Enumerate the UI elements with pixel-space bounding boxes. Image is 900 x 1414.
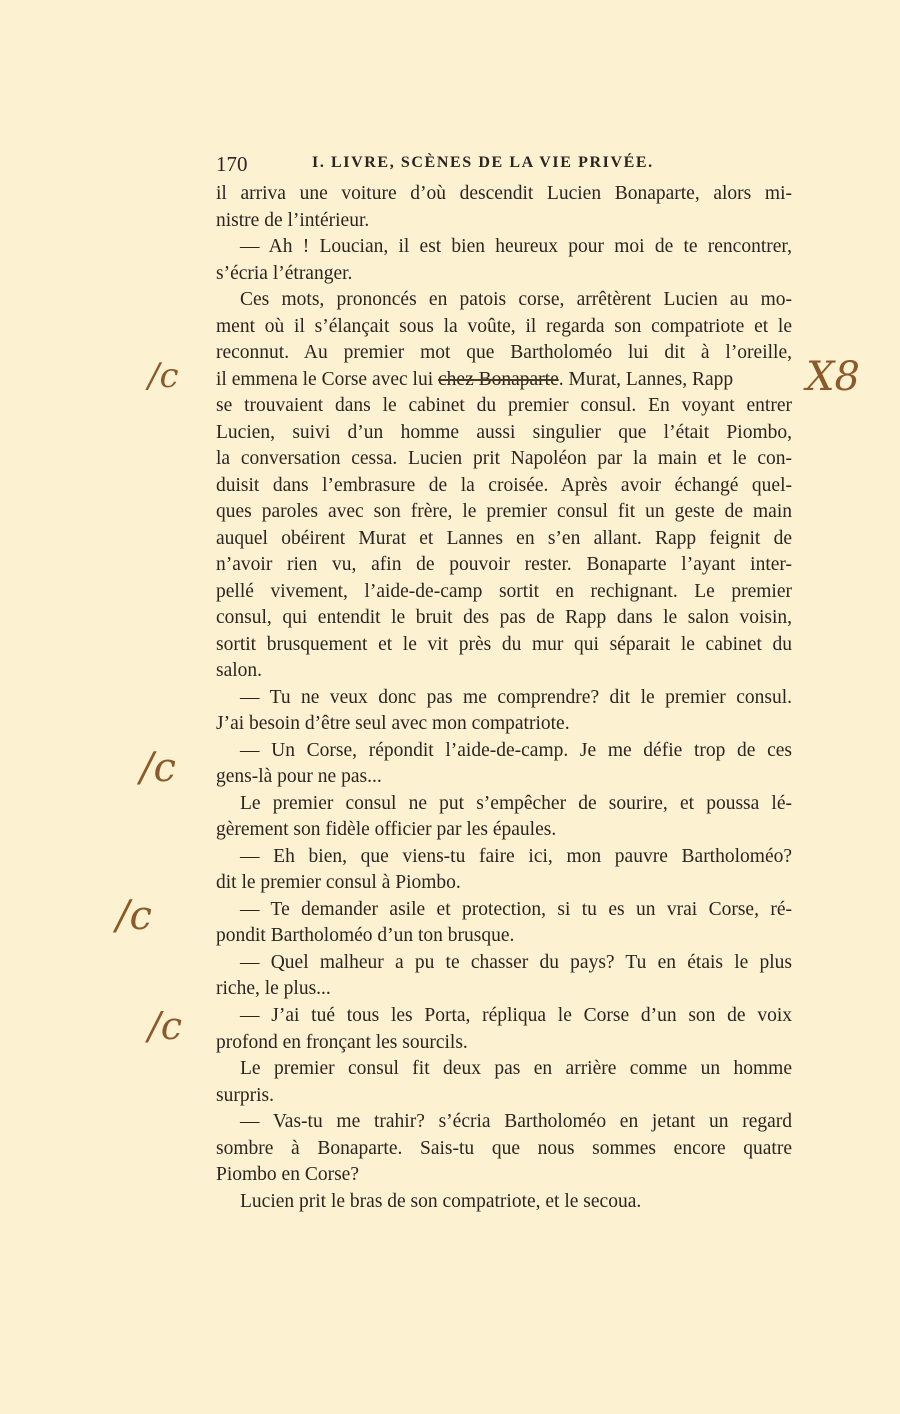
text-line bbox=[216, 844, 792, 871]
proof-mark: /c bbox=[148, 1004, 183, 1048]
text-line bbox=[216, 526, 792, 553]
line-text: — Un Corse, répondit l’aide-de-camp. Je me défie trop de ces bbox=[240, 739, 792, 761]
page-number: 170 bbox=[216, 152, 248, 176]
line-text: surpris. bbox=[216, 1084, 274, 1106]
line-text: salon. bbox=[216, 660, 263, 682]
line-text: la conversation cessa. Lucien prit Napoléon par la main et le con- bbox=[216, 448, 792, 470]
line-text: gèrement son fidèle officier par les épaules. bbox=[216, 819, 557, 841]
text-line bbox=[216, 923, 792, 950]
text-line bbox=[216, 393, 792, 420]
line-text: — Tu ne veux donc pas me comprendre? dit le premier consul. bbox=[240, 686, 792, 708]
line-text: il arriva une voiture d’où descendit Lucien Bonaparte, alors mi- bbox=[216, 183, 792, 204]
line-text: se trouvaient dans le cabinet du premier consul. En voyant entrer bbox=[216, 395, 792, 417]
line-text: pellé vivement, l’aide-de-camp sortit en rechignant. Le premier bbox=[216, 580, 792, 602]
line-text: consul, qui entendit le bruit des pas de Rapp dans le salon voisin, bbox=[216, 607, 792, 629]
line-text: n’avoir rien vu, afin de pouvoir rester. Bonaparte l’ayant inter- bbox=[216, 554, 792, 576]
text-line bbox=[216, 261, 792, 288]
text-line bbox=[216, 1003, 792, 1030]
line-text: — Te demander asile et protection, si tu es un vrai Corse, ré- bbox=[240, 898, 792, 920]
text-line bbox=[216, 579, 792, 606]
line-text: dit le premier consul à Piombo. bbox=[216, 872, 461, 894]
line-text: sombre à Bonaparte. Sais-tu que nous sommes encore quatre bbox=[216, 1137, 792, 1159]
line-text: s’écria l’étranger. bbox=[216, 262, 353, 284]
text-line bbox=[216, 764, 792, 791]
line-text-continued: . Murat, Lannes, Rapp bbox=[558, 368, 734, 390]
line-text: Lucien, suivi d’un homme aussi singulier que l’était Piombo, bbox=[216, 421, 792, 443]
text-line bbox=[216, 1162, 792, 1189]
text-line bbox=[216, 446, 792, 473]
text-line bbox=[216, 234, 792, 261]
line-text: — Quel malheur a pu te chasser du pays? Tu en étais le plus bbox=[240, 951, 792, 973]
line-text: Ces mots, prononcés en patois corse, arrêtèrent Lucien au mo- bbox=[240, 289, 792, 311]
text-line bbox=[216, 1189, 792, 1216]
line-text: J’ai besoin d’être seul avec mon compatriote. bbox=[216, 713, 570, 735]
text-line bbox=[216, 181, 792, 208]
text-line bbox=[216, 1056, 792, 1083]
line-text: — Ah ! Loucian, il est bien heureux pour moi de te rencontrer, bbox=[240, 236, 792, 258]
line-text: — Vas-tu me trahir? s’écria Bartholoméo en jetant un regard bbox=[240, 1111, 792, 1133]
proof-mark: /c bbox=[140, 745, 176, 791]
line-text: Le premier consul fit deux pas en arrière comme un homme bbox=[240, 1058, 792, 1080]
text-line bbox=[216, 340, 792, 367]
line-text: nistre de l’intérieur. bbox=[216, 209, 370, 231]
text-line bbox=[216, 897, 792, 924]
text-line bbox=[216, 1109, 792, 1136]
text-line bbox=[216, 552, 792, 579]
proof-mark: /c bbox=[116, 893, 152, 939]
text-line bbox=[216, 1136, 792, 1163]
line-text: riche, le plus... bbox=[216, 978, 331, 1000]
running-header bbox=[216, 150, 792, 178]
line-text: Piombo en Corse? bbox=[216, 1164, 359, 1186]
line-text: duisit dans l’embrasure de la croisée. Après avoir échangé quel- bbox=[216, 474, 792, 496]
text-line bbox=[216, 632, 792, 659]
text-line bbox=[216, 711, 792, 738]
line-text: pondit Bartholoméo d’un ton brusque. bbox=[216, 925, 515, 947]
text-line bbox=[216, 817, 792, 844]
line-text: ment où il s’élançait sous la voûte, il regarda son compatriote et le bbox=[216, 315, 792, 337]
line-text: — Eh bien, que viens-tu faire ici, mon pauvre Bartholoméo? bbox=[240, 845, 792, 867]
text-line bbox=[216, 473, 792, 500]
line-text: il emmena le Corse avec lui bbox=[216, 368, 439, 390]
text-line bbox=[216, 950, 792, 977]
text-line bbox=[216, 287, 792, 314]
text-line bbox=[216, 738, 792, 765]
line-text: Lucien prit le bras de son compatriote, et le secoua. bbox=[240, 1190, 642, 1212]
text-line bbox=[216, 208, 792, 235]
text-line bbox=[216, 314, 792, 341]
line-text: ques paroles avec son frère, le premier consul fit un geste de main bbox=[216, 501, 792, 523]
line-text: auquel obéirent Murat et Lannes en s’en allant. Rapp feignit de bbox=[216, 527, 792, 549]
running-title: I. LIVRE, SCÈNES DE LA VIE PRIVÉE. bbox=[312, 154, 654, 171]
text-line bbox=[216, 420, 792, 447]
line-text: sortit brusquement et le vit près du mur qui séparait le cabinet du bbox=[216, 633, 792, 655]
text-line bbox=[216, 499, 792, 526]
text-line bbox=[216, 870, 792, 897]
line-text: gens-là pour ne pas... bbox=[216, 766, 382, 788]
struck-text: chez Bonaparte bbox=[438, 368, 559, 390]
text-line bbox=[216, 1083, 792, 1110]
line-text: profond en fronçant les sourcils. bbox=[216, 1031, 468, 1053]
page-text bbox=[216, 181, 792, 1215]
text-line bbox=[216, 791, 792, 818]
text-line bbox=[216, 685, 792, 712]
text-line bbox=[216, 605, 792, 632]
line-text: Le premier consul ne put s’empêcher de sourire, et poussa lé- bbox=[240, 792, 792, 814]
text-line bbox=[216, 1030, 792, 1057]
line-text: reconnut. Au premier mot que Bartholoméo lui dit à l’oreille, bbox=[216, 342, 792, 364]
text-line bbox=[216, 658, 792, 685]
proof-mark: /c bbox=[148, 356, 179, 396]
proof-mark-delete: X8 bbox=[806, 354, 860, 400]
text-line bbox=[216, 367, 792, 394]
text-line bbox=[216, 976, 792, 1003]
line-text: — J’ai tué tous les Porta, répliqua le Corse d’un son de voix bbox=[240, 1004, 792, 1026]
